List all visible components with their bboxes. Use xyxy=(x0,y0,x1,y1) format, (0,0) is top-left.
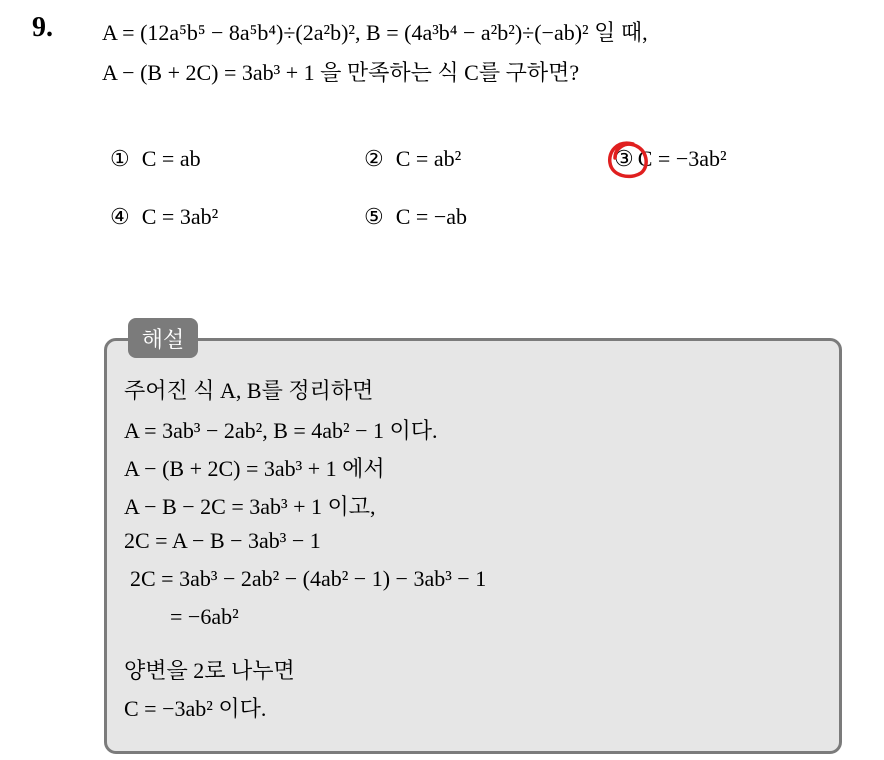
choice-1-mark: ① xyxy=(110,146,130,171)
choice-5-mark: ⑤ xyxy=(364,204,384,229)
solution-line-7: = −6ab² xyxy=(170,604,239,629)
choice-4-text: C = 3ab² xyxy=(141,204,219,229)
choice-2-text: C = ab² xyxy=(395,146,462,171)
choice-3-mark: ③ xyxy=(614,146,634,171)
choice-2[interactable] xyxy=(364,146,461,172)
question-text-line-1: A = (12a⁵b⁵ − 8a⁵b⁴)÷(2a²b)², B = (4a³b⁴ − a²b²)÷(−ab)² 일 때, xyxy=(102,20,648,45)
choice-2-mark: ② xyxy=(364,146,384,171)
question-text-line-2: A − (B + 2C) = 3ab³ + 1 을 만족하는 식 C를 구하면? xyxy=(102,60,580,85)
choice-4-mark: ④ xyxy=(110,204,130,229)
solution-line-4: A − B − 2C = 3ab³ + 1 이고, xyxy=(124,494,376,519)
choice-3-mark-wrap xyxy=(614,146,634,172)
solution-line-1: 주어진 식 A, B를 정리하면 xyxy=(124,378,374,403)
solution-line-8: 양변을 2로 나누면 xyxy=(124,658,295,683)
choice-5[interactable] xyxy=(364,204,467,230)
choice-5-text: C = −ab xyxy=(395,204,467,229)
solution-line-3: A − (B + 2C) = 3ab³ + 1 에서 xyxy=(124,456,385,481)
solution-line-9: C = −3ab² 이다. xyxy=(124,696,267,721)
choice-1[interactable] xyxy=(110,146,201,172)
choice-3[interactable] xyxy=(614,146,727,172)
choice-1-text: C = ab xyxy=(141,146,201,171)
choice-3-text: C = −3ab² xyxy=(637,146,727,171)
choice-4[interactable] xyxy=(110,204,218,230)
solution-tag: 해설 xyxy=(128,318,198,358)
question-number: 9. xyxy=(32,12,53,43)
solution-line-5: 2C = A − B − 3ab³ − 1 xyxy=(124,528,321,553)
solution-line-6: 2C = 3ab³ − 2ab² − (4ab² − 1) − 3ab³ − 1 xyxy=(130,566,487,591)
solution-line-2: A = 3ab³ − 2ab², B = 4ab² − 1 이다. xyxy=(124,418,438,443)
